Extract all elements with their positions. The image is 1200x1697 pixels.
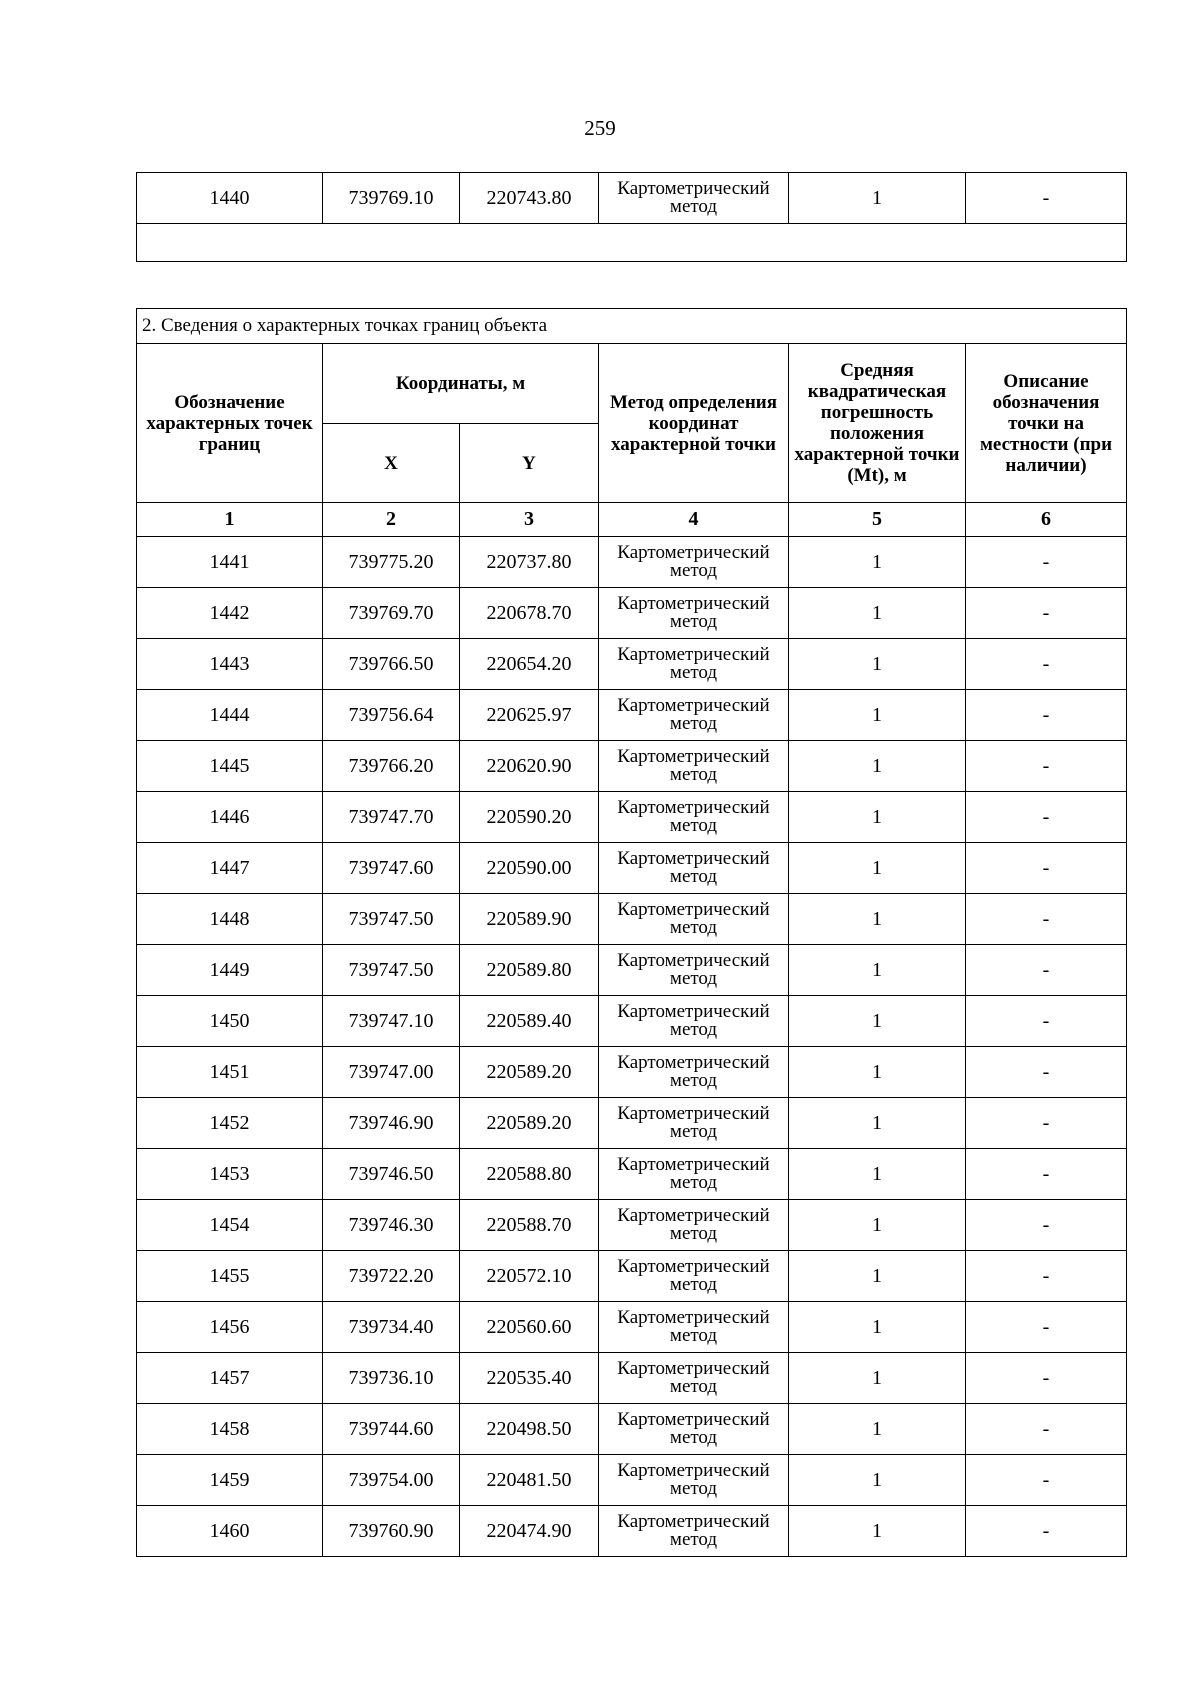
description-cell: - xyxy=(966,1200,1127,1251)
y-coordinate-cell: 220589.20 xyxy=(460,1047,599,1098)
boundary-points-table xyxy=(136,308,1127,1557)
table-row xyxy=(137,792,1127,843)
method-cell: Картометрический метод xyxy=(599,1251,789,1302)
empty-cell xyxy=(137,224,1127,262)
y-coordinate-cell: 220589.20 xyxy=(460,1098,599,1149)
y-coordinate-cell: 220654.20 xyxy=(460,639,599,690)
method-cell: Картометрический метод xyxy=(599,1404,789,1455)
point-cell: 1455 xyxy=(137,1251,323,1302)
method-cell: Картометрический метод xyxy=(599,1353,789,1404)
point-cell: 1446 xyxy=(137,792,323,843)
table-row xyxy=(137,1404,1127,1455)
column-number: 6 xyxy=(966,503,1127,537)
description-cell: - xyxy=(966,894,1127,945)
boundary-points-table-body xyxy=(137,537,1127,1557)
x-coordinate-cell: 739734.40 xyxy=(323,1302,460,1353)
method-cell: Картометрический метод xyxy=(599,1047,789,1098)
y-coordinate-cell: 220625.97 xyxy=(460,690,599,741)
table-row xyxy=(137,588,1127,639)
header-description: Описание обозначения точки на местности (при наличии) xyxy=(966,344,1127,503)
x-coordinate-cell: 739769.70 xyxy=(323,588,460,639)
point-cell: 1448 xyxy=(137,894,323,945)
method-cell: Картометрический метод xyxy=(599,690,789,741)
method-cell: Картометрический метод xyxy=(599,1506,789,1557)
point-cell: 1445 xyxy=(137,741,323,792)
description-cell: - xyxy=(966,1353,1127,1404)
description-cell: - xyxy=(966,996,1127,1047)
table-row xyxy=(137,1455,1127,1506)
error-cell: 1 xyxy=(789,996,966,1047)
y-coordinate-cell: 220474.90 xyxy=(460,1506,599,1557)
x-coordinate-cell: 739736.10 xyxy=(323,1353,460,1404)
method-cell: Картометрический метод xyxy=(599,1200,789,1251)
method-cell: Картометрический метод xyxy=(599,894,789,945)
error-cell: 1 xyxy=(789,1404,966,1455)
table-title: 2. Сведения о характерных точках границ объекта xyxy=(137,309,1127,344)
x-coordinate-cell: 739744.60 xyxy=(323,1404,460,1455)
method-cell: Картометрический метод xyxy=(599,537,789,588)
table-row xyxy=(137,843,1127,894)
table-row xyxy=(137,996,1127,1047)
method-cell: Картометрический метод xyxy=(599,639,789,690)
error-cell: 1 xyxy=(789,945,966,996)
error-cell: 1 xyxy=(789,173,966,224)
column-number: 4 xyxy=(599,503,789,537)
column-number: 2 xyxy=(323,503,460,537)
point-cell: 1443 xyxy=(137,639,323,690)
x-coordinate-cell: 739746.30 xyxy=(323,1200,460,1251)
continuation-table xyxy=(136,172,1127,262)
description-cell: - xyxy=(966,588,1127,639)
description-cell: - xyxy=(966,1047,1127,1098)
method-cell: Картометрический метод xyxy=(599,588,789,639)
table-row xyxy=(137,173,1127,224)
x-coordinate-cell: 739747.00 xyxy=(323,1047,460,1098)
table-row xyxy=(137,1506,1127,1557)
x-coordinate-cell: 739747.70 xyxy=(323,792,460,843)
x-coordinate-cell: 739746.90 xyxy=(323,1098,460,1149)
y-coordinate-cell: 220590.20 xyxy=(460,792,599,843)
y-coordinate-cell: 220498.50 xyxy=(460,1404,599,1455)
table-row xyxy=(137,537,1127,588)
x-coordinate-cell: 739754.00 xyxy=(323,1455,460,1506)
error-cell: 1 xyxy=(789,1506,966,1557)
point-cell: 1452 xyxy=(137,1098,323,1149)
method-cell: Картометрический метод xyxy=(599,792,789,843)
description-cell: - xyxy=(966,1455,1127,1506)
description-cell: - xyxy=(966,537,1127,588)
error-cell: 1 xyxy=(789,1302,966,1353)
y-coordinate-cell: 220588.80 xyxy=(460,1149,599,1200)
method-cell: Картометрический метод xyxy=(599,741,789,792)
method-cell: Картометрический метод xyxy=(599,996,789,1047)
method-cell: Картометрический метод xyxy=(599,843,789,894)
y-coordinate-cell: 220590.00 xyxy=(460,843,599,894)
description-cell: - xyxy=(966,741,1127,792)
point-cell: 1454 xyxy=(137,1200,323,1251)
point-cell: 1457 xyxy=(137,1353,323,1404)
y-coordinate-cell: 220481.50 xyxy=(460,1455,599,1506)
x-coordinate-cell: 739747.50 xyxy=(323,894,460,945)
y-coordinate-cell: 220589.90 xyxy=(460,894,599,945)
x-coordinate-cell: 739722.20 xyxy=(323,1251,460,1302)
error-cell: 1 xyxy=(789,1200,966,1251)
x-coordinate-cell: 739769.10 xyxy=(323,173,460,224)
column-number: 3 xyxy=(460,503,599,537)
continuation-table-body xyxy=(137,173,1127,262)
column-number-row xyxy=(137,503,1127,537)
error-cell: 1 xyxy=(789,843,966,894)
error-cell: 1 xyxy=(789,639,966,690)
table-row xyxy=(137,1047,1127,1098)
y-coordinate-cell: 220589.40 xyxy=(460,996,599,1047)
point-cell: 1440 xyxy=(137,173,323,224)
method-cell: Картометрический метод xyxy=(599,1098,789,1149)
description-cell: - xyxy=(966,1302,1127,1353)
description-cell: - xyxy=(966,1251,1127,1302)
point-cell: 1441 xyxy=(137,537,323,588)
y-coordinate-cell: 220737.80 xyxy=(460,537,599,588)
y-coordinate-cell: 220589.80 xyxy=(460,945,599,996)
error-cell: 1 xyxy=(789,1455,966,1506)
point-cell: 1450 xyxy=(137,996,323,1047)
table-row xyxy=(137,1251,1127,1302)
description-cell: - xyxy=(966,173,1127,224)
y-coordinate-cell: 220620.90 xyxy=(460,741,599,792)
table-row xyxy=(137,1302,1127,1353)
error-cell: 1 xyxy=(789,894,966,945)
description-cell: - xyxy=(966,1404,1127,1455)
y-coordinate-cell: 220588.70 xyxy=(460,1200,599,1251)
error-cell: 1 xyxy=(789,537,966,588)
point-cell: 1447 xyxy=(137,843,323,894)
header-coordinates: Координаты, м xyxy=(323,344,599,424)
point-cell: 1456 xyxy=(137,1302,323,1353)
x-coordinate-cell: 739775.20 xyxy=(323,537,460,588)
y-coordinate-cell: 220535.40 xyxy=(460,1353,599,1404)
x-coordinate-cell: 739766.50 xyxy=(323,639,460,690)
header-method: Метод определения координат характерной точки xyxy=(599,344,789,503)
description-cell: - xyxy=(966,639,1127,690)
description-cell: - xyxy=(966,945,1127,996)
table-row xyxy=(137,639,1127,690)
point-cell: 1449 xyxy=(137,945,323,996)
y-coordinate-cell: 220560.60 xyxy=(460,1302,599,1353)
description-cell: - xyxy=(966,1098,1127,1149)
error-cell: 1 xyxy=(789,1149,966,1200)
x-coordinate-cell: 739766.20 xyxy=(323,741,460,792)
method-cell: Картометрический метод xyxy=(599,1302,789,1353)
y-coordinate-cell: 220678.70 xyxy=(460,588,599,639)
point-cell: 1459 xyxy=(137,1455,323,1506)
table-row xyxy=(137,1149,1127,1200)
x-coordinate-cell: 739747.50 xyxy=(323,945,460,996)
error-cell: 1 xyxy=(789,690,966,741)
description-cell: - xyxy=(966,843,1127,894)
empty-row xyxy=(137,224,1127,262)
error-cell: 1 xyxy=(789,1098,966,1149)
error-cell: 1 xyxy=(789,1251,966,1302)
method-cell: Картометрический метод xyxy=(599,945,789,996)
header-error: Средняя квадратическая погрешность положения характерной точки (Mt), м xyxy=(789,344,966,503)
point-cell: 1444 xyxy=(137,690,323,741)
x-coordinate-cell: 739760.90 xyxy=(323,1506,460,1557)
column-number: 1 xyxy=(137,503,323,537)
error-cell: 1 xyxy=(789,1353,966,1404)
x-coordinate-cell: 739756.64 xyxy=(323,690,460,741)
table-row xyxy=(137,1353,1127,1404)
page-number: 259 xyxy=(584,116,616,140)
error-cell: 1 xyxy=(789,741,966,792)
x-coordinate-cell: 739747.60 xyxy=(323,843,460,894)
error-cell: 1 xyxy=(789,1047,966,1098)
point-cell: 1460 xyxy=(137,1506,323,1557)
table-row xyxy=(137,894,1127,945)
description-cell: - xyxy=(966,792,1127,843)
table-row xyxy=(137,690,1127,741)
table-row xyxy=(137,1098,1127,1149)
header-y: Y xyxy=(460,424,599,503)
method-cell: Картометрический метод xyxy=(599,173,789,224)
point-cell: 1458 xyxy=(137,1404,323,1455)
method-cell: Картометрический метод xyxy=(599,1149,789,1200)
point-cell: 1442 xyxy=(137,588,323,639)
header-x: X xyxy=(323,424,460,503)
description-cell: - xyxy=(966,1506,1127,1557)
table-row xyxy=(137,1200,1127,1251)
description-cell: - xyxy=(966,690,1127,741)
table-row xyxy=(137,945,1127,996)
method-cell: Картометрический метод xyxy=(599,1455,789,1506)
header-designation: Обозначение характерных точек границ xyxy=(137,344,323,503)
table-row xyxy=(137,741,1127,792)
error-cell: 1 xyxy=(789,588,966,639)
point-cell: 1453 xyxy=(137,1149,323,1200)
point-cell: 1451 xyxy=(137,1047,323,1098)
column-number: 5 xyxy=(789,503,966,537)
y-coordinate-cell: 220572.10 xyxy=(460,1251,599,1302)
error-cell: 1 xyxy=(789,792,966,843)
x-coordinate-cell: 739747.10 xyxy=(323,996,460,1047)
description-cell: - xyxy=(966,1149,1127,1200)
x-coordinate-cell: 739746.50 xyxy=(323,1149,460,1200)
y-coordinate-cell: 220743.80 xyxy=(460,173,599,224)
